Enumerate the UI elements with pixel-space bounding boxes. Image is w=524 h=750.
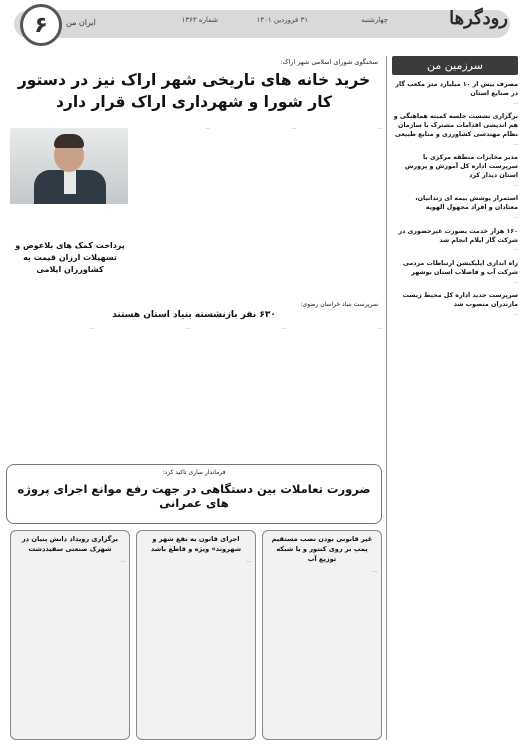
lead-article-columns bbox=[132, 126, 382, 296]
sidebar-item-body: ... bbox=[513, 141, 518, 147]
article-column: ... bbox=[281, 326, 286, 331]
sidebar-item bbox=[392, 113, 518, 148]
section-label: ایران من bbox=[66, 18, 96, 27]
main-content bbox=[6, 56, 382, 740]
masthead bbox=[6, 6, 518, 46]
sidebar-item-body: ... bbox=[513, 215, 518, 221]
sidebar-item-body: ... bbox=[513, 279, 518, 285]
sidebar-item-title: سرپرست جدید اداره کل محیط زیست مازندران منصوب شد bbox=[402, 292, 518, 309]
sidebar-item-title: برگزاری نشست جلسه کمیته هماهنگی و هم اندیشی اقدامات مشترک با سازمان نظام مهندسی کشاورزی و منابع طبیعی bbox=[393, 113, 518, 138]
sidebar-item-body: ... bbox=[513, 311, 518, 317]
banner-kicker: فرماندار ساری تاکید کرد: bbox=[162, 469, 226, 476]
sidebox-story bbox=[10, 206, 130, 296]
bottom-story-title: برگزاری رویداد دانش بنیان در شهرک صنعتی سفیددشت bbox=[21, 535, 119, 553]
bottom-story-title: اجرای قانون به نفع شهر و شهروند» ویژه و قاطع باشد bbox=[150, 535, 242, 553]
bottom-story bbox=[262, 530, 382, 740]
sidebar-news-column bbox=[392, 56, 518, 740]
bottom-stories bbox=[6, 530, 382, 740]
sidebar-item-title: استمرار پوشش بیمه ای زندانیان، معتادان و افراد مجهول الهویه bbox=[415, 195, 518, 212]
issue-date: ۳۱ فروردین ۱۴۰۱ bbox=[256, 16, 308, 24]
article-column: ... bbox=[377, 326, 382, 331]
sidebar-item bbox=[392, 260, 518, 286]
sidebar-item bbox=[392, 154, 518, 189]
article-column: ... bbox=[120, 558, 125, 564]
lead-headline: خرید خانه های تاریخی شهر اراک نیز در دستور کار شورا و شهرداری اراک قرار دارد bbox=[17, 71, 371, 112]
lower-kicker: سرپرست بنیاد خراسان رضوی: bbox=[300, 301, 378, 308]
sidebar-item bbox=[392, 292, 518, 318]
lead-kicker: سخنگوی شورای اسلامی شهر اراک: bbox=[280, 58, 378, 66]
newspaper-logo: رودگرها bbox=[449, 8, 508, 29]
sidebar-heading: سرزمین من bbox=[392, 56, 518, 75]
column-divider bbox=[386, 56, 387, 740]
bottom-story-title: غیر قانونی بودن نصب مستقیم پمپ بر روی کنتور و یا شبکه توزیع آب bbox=[271, 535, 373, 563]
bottom-story bbox=[136, 530, 256, 740]
article-column: ... bbox=[377, 126, 382, 131]
sidebar-item-body: ... bbox=[513, 247, 518, 253]
article-column: ... bbox=[291, 126, 296, 131]
article-column: ... bbox=[246, 558, 251, 564]
article-column: ... bbox=[372, 568, 377, 574]
sidebar-item-body: ... bbox=[513, 182, 518, 188]
sidebar-item-title: مدیر مخابرات منطقه مرکزی با سرپرست اداره کل آموزش و پرورش استان دیدار کرد bbox=[404, 154, 518, 179]
article-column: ... bbox=[205, 126, 210, 131]
sidebar-item-title: ۱۶۰ هزار خدمت بصورت غیرحضوری در شرکت گاز ایلام انجام شد bbox=[398, 227, 518, 244]
sidebar-item-title: مصرف بیش از ۱۰ میلیارد متر مکعب گاز در صنایع استان bbox=[395, 81, 518, 97]
issue-number: شماره ۱۳۶۳ bbox=[181, 16, 218, 24]
sidebar-item bbox=[392, 81, 518, 107]
article-column: ... bbox=[185, 326, 190, 331]
sidebar-item bbox=[392, 228, 518, 254]
bottom-story bbox=[10, 530, 130, 740]
banner-story bbox=[6, 464, 382, 524]
lower-headline: ۶۳۰ نفر بازنشسته بنیاد استان هستند bbox=[112, 310, 276, 320]
sidebar-item bbox=[392, 195, 518, 221]
banner-headline: ضرورت تعاملات بین دستگاهی در جهت رفع موانع اجرای پروژه های عمرانی bbox=[17, 482, 371, 510]
lower-article-columns bbox=[6, 326, 382, 456]
article-column: ... bbox=[89, 326, 94, 331]
page-number: ۶ bbox=[20, 4, 62, 46]
sidebar-item-body: ... bbox=[513, 100, 518, 106]
issue-day: چهارشنبه bbox=[361, 16, 388, 24]
sidebox-title: پرداخت کمک های بلاعوض و تسهیلات ارزان قیمت به کشاورزان ایلامی bbox=[15, 241, 125, 274]
sidebar-item-title: راه اندازی اپلیکیشن ارتباطات مردمی شرکت آب و فاضلاب استان بوشهر bbox=[403, 260, 518, 276]
lead-photo bbox=[10, 128, 128, 204]
